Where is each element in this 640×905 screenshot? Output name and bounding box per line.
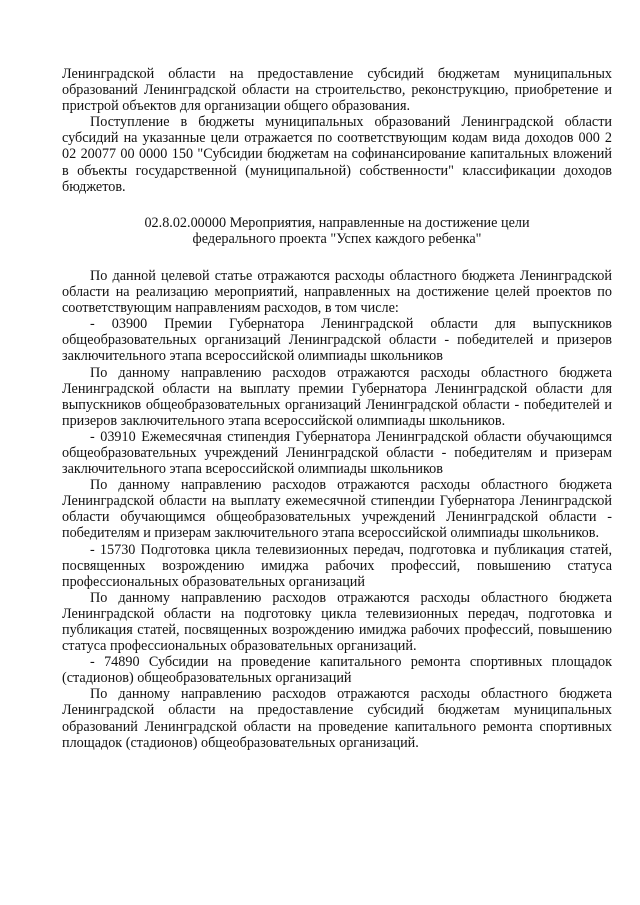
paragraph-item-03900: - 03900 Премии Губернатора Ленинградской области для выпускников общеобразовательных организаций Ленинградской области - победителей и призеров заключительного этапа всероссийской олимпиады школьников [62, 316, 612, 365]
paragraph-item-15730: - 15730 Подготовка цикла телевизионных передач, подготовка и публикация статей, посвященных возрождению имиджа рабочих профессий, повышению статуса профессиональных образовательных организаций [62, 541, 612, 590]
paragraph-desc-15730: По данному направлению расходов отражаются расходы областного бюджета Ленинградской области на подготовку цикла телевизионных передач, подготовка и публикация статей, посвященных возрождению имиджа рабочих профессий, повышению статуса профессиональных образовательных организаций. [62, 589, 612, 655]
section-heading-line-2: федерального проекта "Успех каждого ребенка" [192, 230, 482, 247]
paragraph-item-03910: - 03910 Ежемесячная стипендия Губернатора Ленинградской области обучающимся общеобразовательных учреждений Ленинградской области - победителям и призерам заключительного этапа всероссийской олимпиады школьников [62, 428, 612, 478]
section-heading-line-1: 02.8.02.00000 Мероприятия, направленные на достижение цели [144, 214, 530, 231]
paragraph-subsidies-construction: Ленинградской области на предоставление субсидий бюджетам муниципальных образований Ленинградской области на строительство, реконструкцию, приобретение и пристрой объектов для организации общего образования. [62, 66, 612, 115]
paragraph-revenue-codes: Поступление в бюджеты муниципальных образований Ленинградской области субсидий на указанные цели отражается по соответствующим кодам вида доходов 000 2 02 20077 00 0000 150 "Субсидии бюджетам на софинансирование капитальных вложений в объекты государственной (муниципальной) собственности" классификации доходов бюджетов. [62, 114, 612, 195]
paragraph-desc-74890: По данному направлению расходов отражаются расходы областного бюджета Ленинградской области на предоставление субсидий бюджетам муниципальных образований Ленинградской области на проведение капитального ремонта спортивных площадок (стадионов) общеобразовательных организаций. [62, 686, 612, 751]
paragraph-item-74890: - 74890 Субсидии на проведение капитального ремонта спортивных площадок (стадионов) общеобразовательных организаций [62, 654, 612, 687]
document-page [62, 66, 612, 751]
paragraph-desc-03910: По данному направлению расходов отражаются расходы областного бюджета Ленинградской области на выплату ежемесячной стипендии Губернатора Ленинградской области обучающимся общеобразовательных учреждений Ленинградской области - победителям и призерам заключительного этапа всероссийской олимпиады школьников. [62, 477, 612, 542]
section-heading [62, 215, 612, 247]
paragraph-desc-03900: По данному направлению расходов отражаются расходы областного бюджета Ленинградской области на выплату премии Губернатора Ленинградской области для выпускников общеобразовательных организаций Ленинградской области - победителей и призеров заключительного этапа всероссийской олимпиады школьников. [62, 364, 612, 429]
paragraph-intro: По данной целевой статье отражаются расходы областного бюджета Ленинградской области на реализацию мероприятий, направленных на достижение целей проектов по соответствующим направлениям расходов, в том числе: [62, 267, 612, 317]
